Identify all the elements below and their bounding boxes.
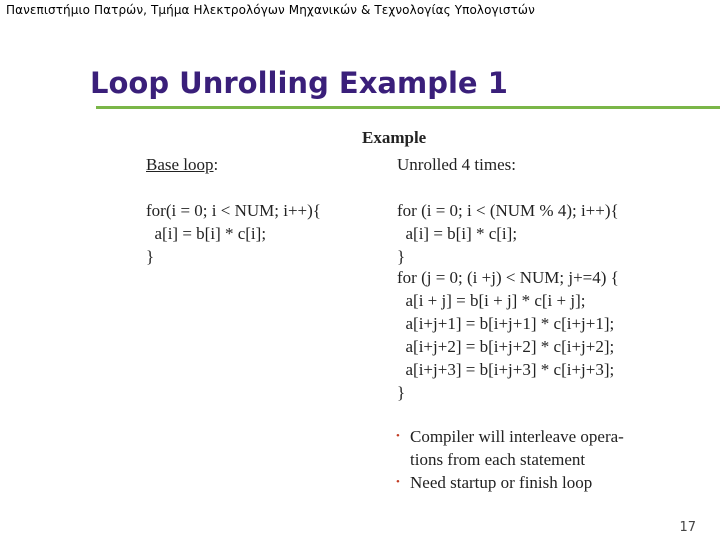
- base-loop-label: Base loop: [146, 155, 214, 174]
- base-code-line: }: [146, 247, 155, 266]
- base-code-line: a[i] = b[i] * c[i];: [146, 224, 267, 243]
- bullet-text-line: Compiler will interleave opera-: [410, 427, 624, 446]
- unrolled-code-line: }: [397, 383, 406, 402]
- institution-header: Πανεπιστήμιο Πατρών, Τμήμα Ηλεκτρολόγων Μηχανικών & Τεχνολογίας Υπολογιστών: [6, 3, 535, 17]
- unrolled-label: Unrolled 4 times:: [397, 155, 516, 174]
- unrolled-code-line: a[i] = b[i] * c[i];: [397, 224, 518, 243]
- unrolled-code-line: a[i+j+2] = b[i+j+2] * c[i+j+2];: [397, 337, 615, 356]
- unrolled-code-line: a[i + j] = b[i + j] * c[i + j];: [397, 291, 586, 310]
- page-number: 17: [679, 520, 696, 535]
- unrolled-code-line: a[i+j+1] = b[i+j+1] * c[i+j+1];: [397, 314, 615, 333]
- unrolled-code-line: for (j = 0; (i +j) < NUM; j+=4) {: [397, 268, 619, 287]
- base-loop-label-row: [146, 155, 218, 175]
- unrolled-code-line: a[i+j+3] = b[i+j+3] * c[i+j+3];: [397, 360, 615, 379]
- unrolled-code-line: for (i = 0; i < (NUM % 4); i++){: [397, 201, 619, 220]
- bullet-icon: •: [396, 476, 400, 488]
- example-heading: Example: [362, 128, 427, 147]
- bullet-icon: •: [396, 430, 400, 442]
- unrolled-code-line: }: [397, 247, 406, 266]
- slide-title: Loop Unrolling Example 1: [90, 66, 508, 100]
- base-loop-label-colon: :: [213, 155, 219, 174]
- bullet-text-line: tions from each statement: [410, 450, 586, 469]
- title-divider: [96, 106, 720, 109]
- bullet-text-line: Need startup or finish loop: [410, 473, 593, 492]
- base-code-line: for(i = 0; i < NUM; i++){: [146, 201, 321, 220]
